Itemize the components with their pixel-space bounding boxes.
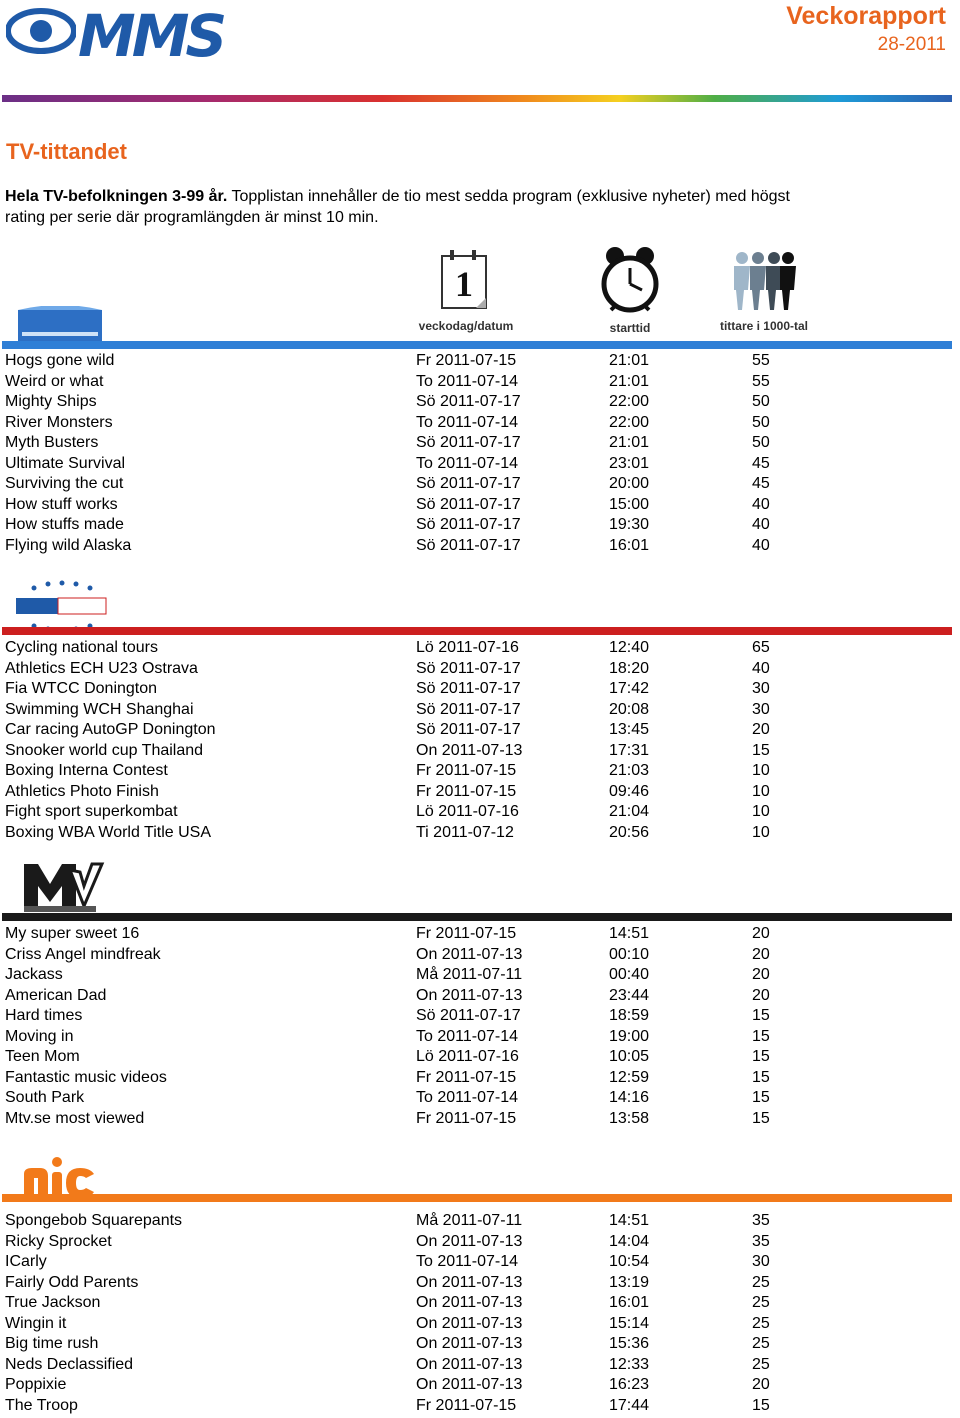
program-date: On 2011-07-13 <box>416 1376 523 1393</box>
table-row <box>0 659 960 680</box>
date-column-label: veckodag/datum <box>418 319 514 333</box>
intro-bold: Hela TV-befolkningen 3-99 år. <box>5 188 228 205</box>
program-viewers: 15 <box>752 1109 770 1127</box>
program-name: Fight sport superkombat <box>5 803 178 820</box>
program-start-time: 15:36 <box>609 1335 650 1352</box>
table-row <box>0 1027 960 1048</box>
program-name: Moving in <box>5 1027 74 1045</box>
section-title: TV-tittandet <box>6 139 127 164</box>
program-viewers: 15 <box>752 1089 770 1106</box>
table-row <box>0 761 960 782</box>
program-list <box>0 1211 960 1416</box>
program-start-time: 14:51 <box>609 925 650 942</box>
program-date: To 2011-07-14 <box>416 1253 518 1270</box>
viewers-column-header <box>706 248 822 333</box>
program-start-time: 23:44 <box>609 986 650 1004</box>
table-row <box>0 1088 960 1109</box>
program-start-time: 13:45 <box>609 721 650 738</box>
table-row <box>0 720 960 741</box>
report-header <box>0 0 960 104</box>
program-start-time: 09:46 <box>609 782 650 800</box>
program-start-time: 18:59 <box>609 1007 650 1024</box>
table-row <box>0 1396 960 1417</box>
calendar-icon <box>438 248 494 312</box>
program-date: To 2011-07-14 <box>416 1027 518 1045</box>
program-date: On 2011-07-13 <box>416 1232 523 1250</box>
table-row <box>0 679 960 700</box>
program-start-time: 19:00 <box>609 1027 650 1045</box>
program-viewers: 25 <box>752 1314 770 1332</box>
table-row <box>0 802 960 823</box>
program-viewers: 55 <box>752 372 770 390</box>
program-start-time: 18:20 <box>609 659 650 677</box>
program-date: Fr 2011-07-15 <box>416 1396 517 1414</box>
program-start-time: 12:33 <box>609 1355 650 1373</box>
program-name: Poppixie <box>5 1376 67 1393</box>
table-row <box>0 351 960 372</box>
table-row <box>0 1314 960 1335</box>
program-viewers: 20 <box>752 925 770 942</box>
program-viewers: 20 <box>752 945 770 963</box>
table-row <box>0 515 960 536</box>
program-viewers: 10 <box>752 803 770 820</box>
program-start-time: 15:00 <box>609 495 650 513</box>
program-date: Fr 2011-07-15 <box>416 1109 517 1127</box>
column-headers <box>0 244 960 334</box>
table-row <box>0 1355 960 1376</box>
program-date: Må 2011-07-11 <box>416 1212 523 1229</box>
program-date: Fr 2011-07-15 <box>416 782 517 800</box>
program-start-time: 12:40 <box>609 639 650 656</box>
program-name: Athletics ECH U23 Ostrava <box>5 659 198 677</box>
table-row <box>0 823 960 844</box>
channel-color-bar <box>2 627 952 635</box>
program-start-time: 00:10 <box>609 945 650 963</box>
table-row <box>0 1232 960 1253</box>
program-list <box>0 638 960 843</box>
program-viewers: 50 <box>752 434 770 451</box>
program-date: Lö 2011-07-16 <box>416 1048 519 1065</box>
program-name: Boxing Interna Contest <box>5 762 168 779</box>
program-start-time: 13:19 <box>609 1273 650 1291</box>
program-name: River Monsters <box>5 413 113 431</box>
program-date: Sö 2011-07-17 <box>416 721 521 738</box>
program-viewers: 15 <box>752 1396 770 1414</box>
program-name: Fantastic music videos <box>5 1068 167 1086</box>
calendar-icon-number: 1 <box>455 264 473 304</box>
table-row <box>0 1109 960 1130</box>
program-name: Flying wild Alaska <box>5 536 132 554</box>
table-row <box>0 413 960 434</box>
table-row <box>0 700 960 721</box>
program-start-time: 15:14 <box>609 1314 650 1332</box>
channel-color-bar <box>2 341 952 349</box>
program-name: How stuffs made <box>5 516 124 533</box>
program-start-time: 22:00 <box>609 413 650 431</box>
program-viewers: 40 <box>752 536 770 554</box>
program-name: Jackass <box>5 966 63 983</box>
program-viewers: 20 <box>752 986 770 1004</box>
program-date: Lö 2011-07-16 <box>416 803 519 820</box>
program-name: Fairly Odd Parents <box>5 1273 139 1291</box>
program-viewers: 30 <box>752 1253 770 1270</box>
channel-color-bar <box>2 1194 952 1202</box>
program-date: Sö 2011-07-17 <box>416 700 521 718</box>
program-name: Spongebob Squarepants <box>5 1212 183 1229</box>
program-start-time: 21:01 <box>609 352 650 369</box>
program-name: True Jackson <box>5 1294 101 1311</box>
program-start-time: 13:58 <box>609 1109 650 1127</box>
program-name: Wingin it <box>5 1314 67 1332</box>
brand-logo: MMS <box>78 2 224 70</box>
time-column-label: starttid <box>609 321 651 335</box>
program-viewers: 10 <box>752 762 770 779</box>
table-row <box>0 924 960 945</box>
table-row <box>0 1375 960 1396</box>
table-row <box>0 638 960 659</box>
table-row <box>0 1293 960 1314</box>
table-row <box>0 392 960 413</box>
program-name: Teen Mom <box>5 1048 80 1065</box>
program-start-time: 23:01 <box>609 454 650 472</box>
table-row <box>0 1006 960 1027</box>
program-date: To 2011-07-14 <box>416 372 518 390</box>
intro-text <box>5 186 825 228</box>
program-name: Weird or what <box>5 372 104 390</box>
program-date: Sö 2011-07-17 <box>416 434 521 451</box>
program-name: South Park <box>5 1089 85 1106</box>
program-viewers: 35 <box>752 1212 770 1229</box>
program-name: Hard times <box>5 1007 83 1024</box>
program-viewers: 15 <box>752 741 770 759</box>
program-date: Sö 2011-07-17 <box>416 680 521 697</box>
table-row <box>0 1047 960 1068</box>
table-row <box>0 474 960 495</box>
alarm-clock-icon <box>597 244 663 314</box>
table-row <box>0 986 960 1007</box>
program-viewers: 30 <box>752 680 770 697</box>
program-name: Swimming WCH Shanghai <box>5 700 194 718</box>
program-start-time: 20:56 <box>609 823 650 841</box>
table-row <box>0 965 960 986</box>
program-viewers: 15 <box>752 1068 770 1086</box>
program-date: Sö 2011-07-17 <box>416 659 521 677</box>
program-date: Fr 2011-07-15 <box>416 762 517 779</box>
program-viewers: 65 <box>752 639 770 656</box>
program-start-time: 21:01 <box>609 372 650 390</box>
program-name: Athletics Photo Finish <box>5 782 159 800</box>
people-icon <box>724 248 804 312</box>
program-start-time: 17:44 <box>609 1396 650 1414</box>
program-date: To 2011-07-14 <box>416 1089 518 1106</box>
program-date: Sö 2011-07-17 <box>416 495 521 513</box>
program-start-time: 21:04 <box>609 803 650 820</box>
program-name: Surviving the cut <box>5 475 124 492</box>
program-name: Car racing AutoGP Donington <box>5 721 216 738</box>
program-date: Må 2011-07-11 <box>416 966 523 983</box>
program-viewers: 25 <box>752 1273 770 1291</box>
program-date: Fr 2011-07-15 <box>416 925 517 942</box>
program-viewers: 15 <box>752 1027 770 1045</box>
table-row <box>0 1334 960 1355</box>
program-viewers: 55 <box>752 352 770 369</box>
table-row <box>0 1211 960 1232</box>
table-row <box>0 495 960 516</box>
table-row <box>0 433 960 454</box>
program-start-time: 16:01 <box>609 1294 650 1311</box>
program-viewers: 45 <box>752 475 770 492</box>
program-start-time: 12:59 <box>609 1068 650 1086</box>
program-date: On 2011-07-13 <box>416 1294 523 1311</box>
program-viewers: 35 <box>752 1232 770 1250</box>
program-name: Mighty Ships <box>5 393 97 410</box>
program-viewers: 25 <box>752 1294 770 1311</box>
time-column-header <box>590 244 670 335</box>
program-viewers: 20 <box>752 1376 770 1393</box>
program-viewers: 45 <box>752 454 770 472</box>
program-start-time: 14:16 <box>609 1089 650 1106</box>
program-name: Cycling national tours <box>5 639 158 656</box>
table-row <box>0 372 960 393</box>
program-start-time: 20:00 <box>609 475 650 492</box>
program-viewers: 50 <box>752 393 770 410</box>
program-viewers: 15 <box>752 1048 770 1065</box>
program-viewers: 15 <box>752 1007 770 1024</box>
program-date: Lö 2011-07-16 <box>416 639 519 656</box>
program-date: On 2011-07-13 <box>416 986 523 1004</box>
program-start-time: 14:51 <box>609 1212 650 1229</box>
program-date: Sö 2011-07-17 <box>416 1007 521 1024</box>
program-start-time: 16:23 <box>609 1376 650 1393</box>
report-week: 28-2011 <box>877 34 946 55</box>
report-title: Veckorapport <box>786 2 946 30</box>
program-viewers: 40 <box>752 659 770 677</box>
program-viewers: 20 <box>752 966 770 983</box>
program-name: How stuff works <box>5 495 118 513</box>
program-viewers: 50 <box>752 413 770 431</box>
viewers-column-label: tittare i 1000-tal <box>719 319 809 333</box>
program-date: To 2011-07-14 <box>416 454 518 472</box>
program-start-time: 10:54 <box>609 1253 650 1270</box>
program-date: To 2011-07-14 <box>416 413 518 431</box>
program-date: Sö 2011-07-17 <box>416 516 521 533</box>
table-row <box>0 945 960 966</box>
program-name: Snooker world cup Thailand <box>5 741 204 759</box>
program-date: Sö 2011-07-17 <box>416 393 521 410</box>
program-date: Ti 2011-07-12 <box>416 823 514 841</box>
program-start-time: 21:01 <box>609 434 650 451</box>
program-name: ICarly <box>5 1253 47 1270</box>
table-row <box>0 1068 960 1089</box>
program-viewers: 10 <box>752 782 770 800</box>
program-viewers: 40 <box>752 495 770 513</box>
mms-eye-icon <box>6 6 76 56</box>
program-viewers: 10 <box>752 823 770 841</box>
program-start-time: 16:01 <box>609 536 650 554</box>
program-name: The Troop <box>5 1396 78 1414</box>
program-viewers: 25 <box>752 1335 770 1352</box>
program-date: Fr 2011-07-15 <box>416 1068 517 1086</box>
program-name: Criss Angel mindfreak <box>5 945 161 963</box>
channel-color-bar <box>2 913 952 921</box>
program-name: Boxing WBA World Title USA <box>5 823 211 841</box>
program-date: On 2011-07-13 <box>416 1314 523 1332</box>
table-row <box>0 1252 960 1273</box>
program-date: Sö 2011-07-17 <box>416 475 521 492</box>
program-list <box>0 924 960 1129</box>
program-start-time: 19:30 <box>609 516 650 533</box>
program-name: Ultimate Survival <box>5 454 126 472</box>
program-viewers: 40 <box>752 516 770 533</box>
program-name: Neds Declassified <box>5 1355 134 1373</box>
program-viewers: 20 <box>752 721 770 738</box>
table-row <box>0 454 960 475</box>
program-date: Sö 2011-07-17 <box>416 536 521 554</box>
program-start-time: 00:40 <box>609 966 650 983</box>
program-name: Big time rush <box>5 1335 99 1352</box>
program-start-time: 17:42 <box>609 680 650 697</box>
program-name: Hogs gone wild <box>5 352 115 369</box>
program-start-time: 20:08 <box>609 700 650 718</box>
program-name: Fia WTCC Donington <box>5 680 158 697</box>
program-name: My super sweet 16 <box>5 925 140 942</box>
program-date: On 2011-07-13 <box>416 1355 523 1373</box>
program-date: On 2011-07-13 <box>416 1335 523 1352</box>
table-row <box>0 536 960 557</box>
program-date: On 2011-07-13 <box>416 741 523 759</box>
program-date: On 2011-07-13 <box>416 945 523 963</box>
intro-rest: Topplistan innehåller de tio mest sedda program (exklusive nyheter) med högst rating per serie där programlängden är minst 10 min. <box>5 188 790 226</box>
program-list <box>0 351 960 556</box>
program-name: American Dad <box>5 986 107 1004</box>
table-row <box>0 741 960 762</box>
program-start-time: 21:03 <box>609 762 650 779</box>
date-column-header <box>404 248 528 333</box>
mtv-logo-icon <box>20 860 106 919</box>
program-start-time: 14:04 <box>609 1232 650 1250</box>
program-viewers: 30 <box>752 700 770 718</box>
program-start-time: 22:00 <box>609 393 650 410</box>
table-row <box>0 782 960 803</box>
program-date: On 2011-07-13 <box>416 1273 523 1291</box>
header-color-stripe <box>2 95 952 102</box>
program-start-time: 10:05 <box>609 1048 650 1065</box>
program-name: Ricky Sprocket <box>5 1232 112 1250</box>
program-date: Fr 2011-07-15 <box>416 352 517 369</box>
program-viewers: 25 <box>752 1355 770 1373</box>
table-row <box>0 1273 960 1294</box>
program-name: Myth Busters <box>5 434 99 451</box>
program-start-time: 17:31 <box>609 741 650 759</box>
program-name: Mtv.se most viewed <box>5 1109 145 1127</box>
